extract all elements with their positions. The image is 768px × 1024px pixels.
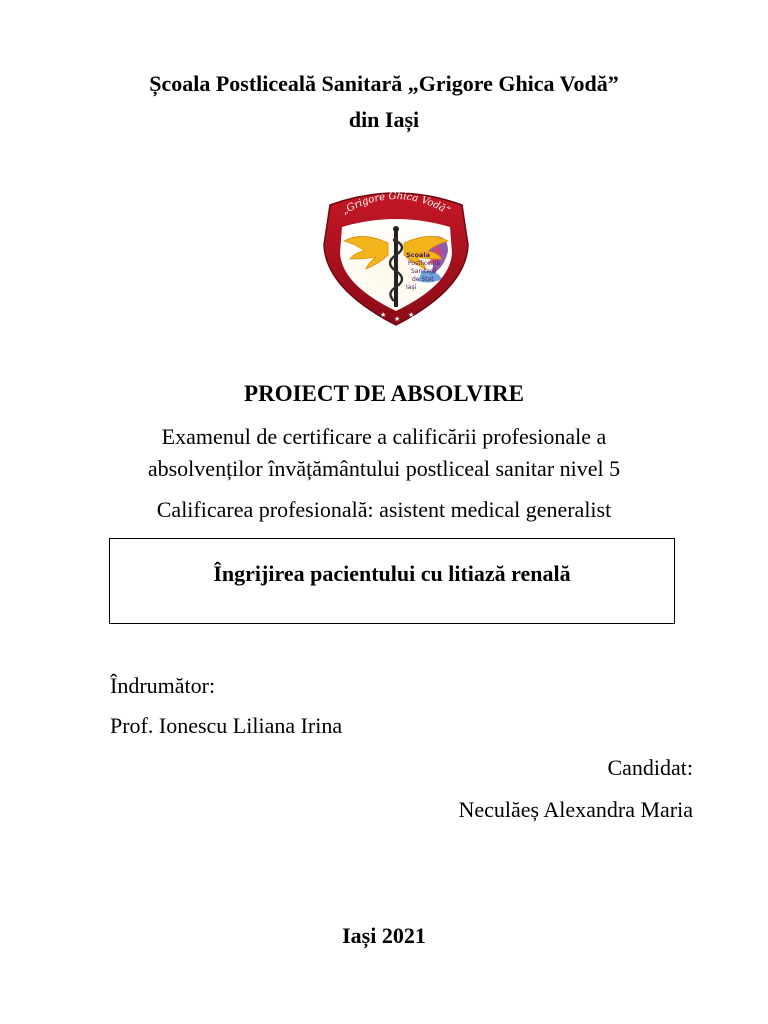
logo-arc-text: „Grigore Ghica Vodă”	[340, 190, 452, 218]
theme-box	[109, 538, 675, 624]
exam-line-2: absolvenților învățământului postliceal sanitar nivel 5	[147, 456, 621, 481]
school-logo	[318, 185, 474, 327]
svg-text:★: ★	[408, 311, 415, 319]
school-city-line: din Iași	[348, 107, 420, 132]
exam-description	[0, 421, 768, 485]
theme-title: Îngrijirea pacientului cu litiază renală	[213, 561, 571, 586]
supervisor-label: Îndrumător:	[110, 673, 216, 698]
school-title	[0, 66, 768, 138]
school-name-line: Școala Postliceală Sanitară „Grigore Ghica Vodă”	[149, 71, 619, 96]
exam-line-1: Examenul de certificare a calificării profesionale a	[161, 424, 607, 449]
logo-text-line-2: Postliceală	[408, 260, 440, 267]
svg-text:★: ★	[394, 315, 401, 323]
candidate-label: Candidat:	[607, 755, 693, 780]
city-year: Iași 2021	[342, 923, 426, 948]
supervisor-name: Prof. Ionescu Liliana Irina	[110, 713, 343, 738]
school-crest-icon	[318, 185, 474, 327]
logo-text-line-4: de Stat	[412, 276, 434, 283]
svg-text:★: ★	[380, 311, 387, 319]
qualification-line: Calificarea profesională: asistent medical generalist	[156, 497, 612, 522]
candidate-name: Neculăeș Alexandra Maria	[458, 797, 693, 822]
logo-text-line-5: Iași	[406, 284, 417, 291]
logo-text-line-1: Școala	[406, 251, 431, 259]
project-title: PROIECT DE ABSOLVIRE	[244, 381, 524, 406]
logo-text-line-3: Sanitară	[411, 268, 437, 275]
